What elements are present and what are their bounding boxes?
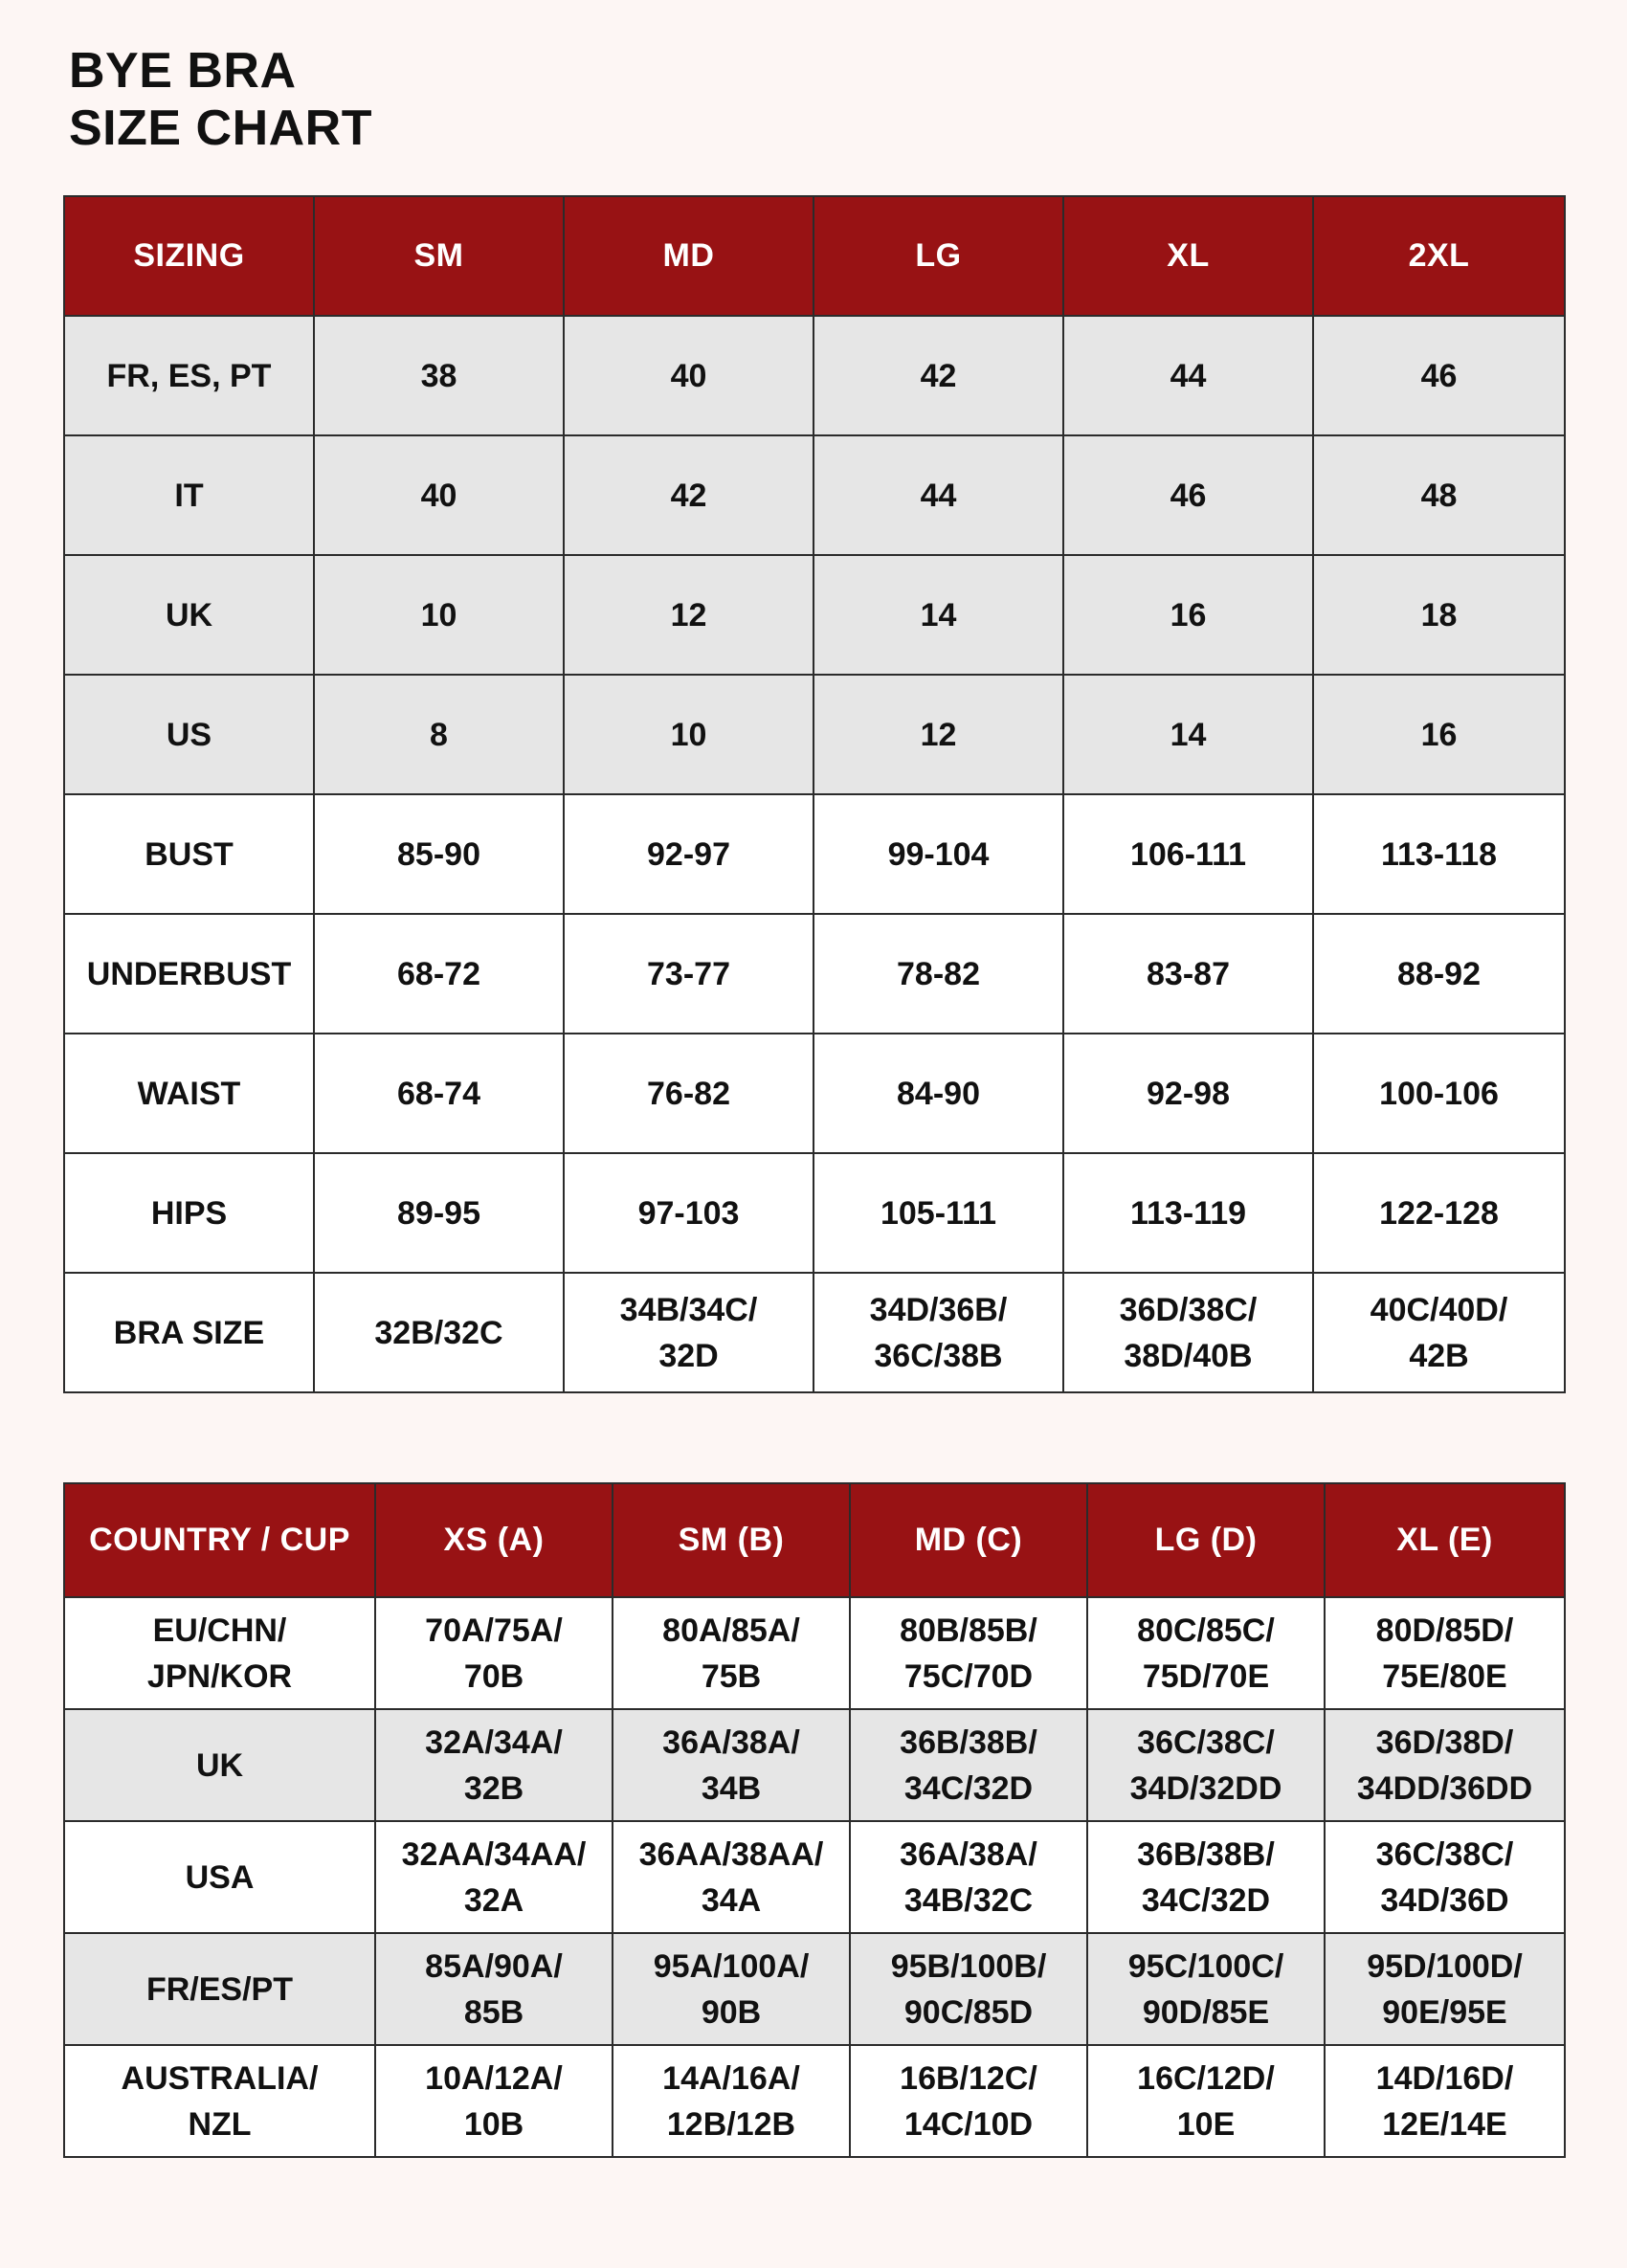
table-cell: 42 bbox=[814, 316, 1063, 435]
table-cell: 68-72 bbox=[314, 914, 564, 1034]
table-cell: 34B/34C/ 32D bbox=[564, 1273, 814, 1392]
table-cell: 32A/34A/ 32B bbox=[375, 1709, 613, 1821]
header-cell: MD (C) bbox=[850, 1483, 1087, 1597]
row-label-cell: WAIST bbox=[64, 1034, 314, 1153]
header-cell: 2XL bbox=[1313, 196, 1565, 316]
table-header-row bbox=[64, 196, 1565, 316]
table-row bbox=[64, 1273, 1565, 1392]
table-cell: 8 bbox=[314, 675, 564, 794]
title-line-2: SIZE CHART bbox=[69, 100, 372, 156]
cup-conversion-table bbox=[63, 1482, 1566, 2158]
table-cell: 32B/32C bbox=[314, 1273, 564, 1392]
table-cell: 42 bbox=[564, 435, 814, 555]
table-cell: 44 bbox=[814, 435, 1063, 555]
header-cell: LG (D) bbox=[1087, 1483, 1325, 1597]
table-cell: 85A/90A/ 85B bbox=[375, 1933, 613, 2045]
table-cell: 106-111 bbox=[1063, 794, 1313, 914]
table-cell: 14D/16D/ 12E/14E bbox=[1325, 2045, 1565, 2157]
header-cell: SM (B) bbox=[613, 1483, 850, 1597]
table-cell: 12 bbox=[564, 555, 814, 675]
size-table-body bbox=[64, 316, 1565, 1392]
table-cell: 36B/38B/ 34C/32D bbox=[1087, 1821, 1325, 1933]
row-label-cell: FR/ES/PT bbox=[64, 1933, 375, 2045]
table-cell: 89-95 bbox=[314, 1153, 564, 1273]
table-cell: 40C/40D/ 42B bbox=[1313, 1273, 1565, 1392]
table-cell: 73-77 bbox=[564, 914, 814, 1034]
table-cell: 18 bbox=[1313, 555, 1565, 675]
table-row bbox=[64, 675, 1565, 794]
table-cell: 36C/38C/ 34D/32DD bbox=[1087, 1709, 1325, 1821]
table-cell: 40 bbox=[564, 316, 814, 435]
table-cell: 95B/100B/ 90C/85D bbox=[850, 1933, 1087, 2045]
table-cell: 36AA/38AA/ 34A bbox=[613, 1821, 850, 1933]
row-label-cell: UNDERBUST bbox=[64, 914, 314, 1034]
table-row bbox=[64, 1597, 1565, 1709]
table-cell: 36B/38B/ 34C/32D bbox=[850, 1709, 1087, 1821]
table-cell: 46 bbox=[1063, 435, 1313, 555]
table-cell: 34D/36B/ 36C/38B bbox=[814, 1273, 1063, 1392]
table-row bbox=[64, 794, 1565, 914]
row-label-cell: FR, ES, PT bbox=[64, 316, 314, 435]
table-row bbox=[64, 1933, 1565, 2045]
table-cell: 14 bbox=[814, 555, 1063, 675]
table-row bbox=[64, 1153, 1565, 1273]
table-row bbox=[64, 2045, 1565, 2157]
table-cell: 80C/85C/ 75D/70E bbox=[1087, 1597, 1325, 1709]
table-cell: 36C/38C/ 34D/36D bbox=[1325, 1821, 1565, 1933]
header-cell: LG bbox=[814, 196, 1063, 316]
table-cell: 32AA/34AA/ 32A bbox=[375, 1821, 613, 1933]
table-cell: 36A/38A/ 34B/32C bbox=[850, 1821, 1087, 1933]
row-label-cell: BRA SIZE bbox=[64, 1273, 314, 1392]
table-row bbox=[64, 555, 1565, 675]
table-cell: 80A/85A/ 75B bbox=[613, 1597, 850, 1709]
table-cell: 113-119 bbox=[1063, 1153, 1313, 1273]
cup-table-body bbox=[64, 1597, 1565, 2157]
table-cell: 10A/12A/ 10B bbox=[375, 2045, 613, 2157]
table-cell: 100-106 bbox=[1313, 1034, 1565, 1153]
header-cell: SIZING bbox=[64, 196, 314, 316]
table-cell: 95D/100D/ 90E/95E bbox=[1325, 1933, 1565, 2045]
header-cell: COUNTRY / CUP bbox=[64, 1483, 375, 1597]
header-cell: XL bbox=[1063, 196, 1313, 316]
row-label-cell: IT bbox=[64, 435, 314, 555]
table-cell: 40 bbox=[314, 435, 564, 555]
header-cell: XL (E) bbox=[1325, 1483, 1565, 1597]
table-cell: 48 bbox=[1313, 435, 1565, 555]
table-cell: 10 bbox=[314, 555, 564, 675]
table-cell: 10 bbox=[564, 675, 814, 794]
row-label-cell: UK bbox=[64, 1709, 375, 1821]
table-cell: 16B/12C/ 14C/10D bbox=[850, 2045, 1087, 2157]
table-cell: 38 bbox=[314, 316, 564, 435]
table-cell: 36D/38D/ 34DD/36DD bbox=[1325, 1709, 1565, 1821]
table-cell: 14A/16A/ 12B/12B bbox=[613, 2045, 850, 2157]
table-cell: 84-90 bbox=[814, 1034, 1063, 1153]
table-cell: 105-111 bbox=[814, 1153, 1063, 1273]
table-cell: 14 bbox=[1063, 675, 1313, 794]
title-line-1: BYE BRA bbox=[69, 43, 297, 99]
table-cell: 95A/100A/ 90B bbox=[613, 1933, 850, 2045]
row-label-cell: AUSTRALIA/ NZL bbox=[64, 2045, 375, 2157]
row-label-cell: HIPS bbox=[64, 1153, 314, 1273]
table-cell: 80D/85D/ 75E/80E bbox=[1325, 1597, 1565, 1709]
table-cell: 68-74 bbox=[314, 1034, 564, 1153]
table-cell: 70A/75A/ 70B bbox=[375, 1597, 613, 1709]
table-cell: 16 bbox=[1313, 675, 1565, 794]
table-cell: 16C/12D/ 10E bbox=[1087, 2045, 1325, 2157]
table-cell: 85-90 bbox=[314, 794, 564, 914]
table-header-row bbox=[64, 1483, 1565, 1597]
table-cell: 122-128 bbox=[1313, 1153, 1565, 1273]
table-cell: 44 bbox=[1063, 316, 1313, 435]
table-row bbox=[64, 1709, 1565, 1821]
table-cell: 92-98 bbox=[1063, 1034, 1313, 1153]
table-cell: 78-82 bbox=[814, 914, 1063, 1034]
table-cell: 113-118 bbox=[1313, 794, 1565, 914]
row-label-cell: US bbox=[64, 675, 314, 794]
table-cell: 83-87 bbox=[1063, 914, 1313, 1034]
table-cell: 16 bbox=[1063, 555, 1313, 675]
table-cell: 80B/85B/ 75C/70D bbox=[850, 1597, 1087, 1709]
table-row bbox=[64, 1034, 1565, 1153]
table-row bbox=[64, 1821, 1565, 1933]
header-cell: XS (A) bbox=[375, 1483, 613, 1597]
table-cell: 76-82 bbox=[564, 1034, 814, 1153]
size-conversion-table bbox=[63, 195, 1566, 1393]
row-label-cell: BUST bbox=[64, 794, 314, 914]
table-cell: 92-97 bbox=[564, 794, 814, 914]
table-cell: 99-104 bbox=[814, 794, 1063, 914]
header-cell: SM bbox=[314, 196, 564, 316]
table-cell: 36D/38C/ 38D/40B bbox=[1063, 1273, 1313, 1392]
table-cell: 12 bbox=[814, 675, 1063, 794]
table-cell: 88-92 bbox=[1313, 914, 1565, 1034]
page-title bbox=[69, 42, 372, 157]
row-label-cell: UK bbox=[64, 555, 314, 675]
table-row bbox=[64, 435, 1565, 555]
table-cell: 36A/38A/ 34B bbox=[613, 1709, 850, 1821]
table-cell: 97-103 bbox=[564, 1153, 814, 1273]
header-cell: MD bbox=[564, 196, 814, 316]
table-row bbox=[64, 316, 1565, 435]
row-label-cell: EU/CHN/ JPN/KOR bbox=[64, 1597, 375, 1709]
table-cell: 46 bbox=[1313, 316, 1565, 435]
table-cell: 95C/100C/ 90D/85E bbox=[1087, 1933, 1325, 2045]
row-label-cell: USA bbox=[64, 1821, 375, 1933]
table-row bbox=[64, 914, 1565, 1034]
